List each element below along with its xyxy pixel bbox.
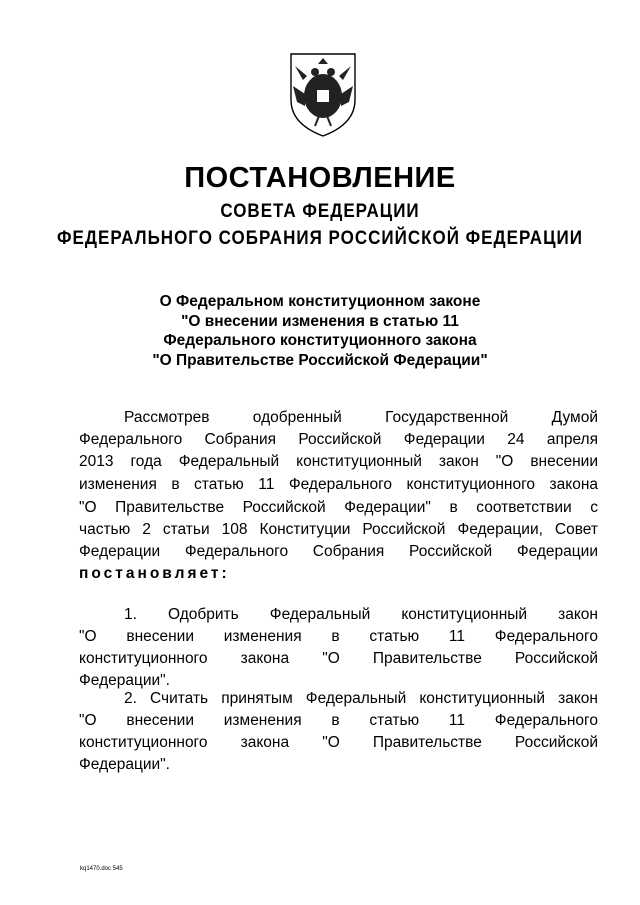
body-line: конституционного закона "О Правительстве Российской [79, 734, 598, 751]
body-line: "О внесении изменения в статью 11 Федерального [79, 712, 598, 729]
subject-line: О Федеральном конституционном законе [159, 293, 481, 310]
body-line: частью 2 статьи 108 Конституции Российской Федерации, Совет [79, 521, 598, 538]
body-line: "О Правительстве Российской Федерации" в соответствии с [79, 499, 598, 516]
body-line: Рассмотрев одобренный Государственной Думой [124, 409, 598, 426]
body-line: Федерации Федерального Собрания Российской Федерации [79, 543, 598, 560]
issuer-line-1: СОВЕТА ФЕДЕРАЦИИ [220, 199, 420, 222]
resolves-word: постановляет: [79, 565, 230, 582]
document-code: kq1470.doc 545 [80, 866, 123, 872]
subject-line: Федерального конституционного закона [163, 332, 477, 349]
body-line: Федерации". [79, 756, 170, 773]
state-emblem-icon [285, 50, 361, 138]
document-title: ПОСТАНОВЛЕНИЕ [184, 162, 456, 194]
resolution-subject [0, 292, 640, 370]
body-line: 2013 года Федеральный конституционный закон "О внесении [79, 453, 598, 470]
body-line: Федерации". [79, 672, 170, 689]
body-line: "О внесении изменения в статью 11 Федерального [79, 628, 598, 645]
subject-line: "О Правительстве Российской Федерации" [152, 351, 488, 369]
body-line: изменения в статью 11 Федерального конституционного закона [79, 476, 598, 493]
subject-line: "О внесении изменения в статью 11 [181, 312, 459, 330]
body-line: Федерального Собрания Российской Федерации 24 апреля [79, 431, 598, 448]
body-line: конституционного закона "О Правительстве Российской [79, 650, 598, 667]
body-line: 2. Считать принятым Федеральный конституционный закон [124, 690, 598, 707]
issuer-line-2: ФЕДЕРАЛЬНОГО СОБРАНИЯ РОССИЙСКОЙ ФЕДЕРАЦИИ [57, 226, 583, 249]
body-line: 1. Одобрить Федеральный конституционный закон [124, 606, 598, 623]
